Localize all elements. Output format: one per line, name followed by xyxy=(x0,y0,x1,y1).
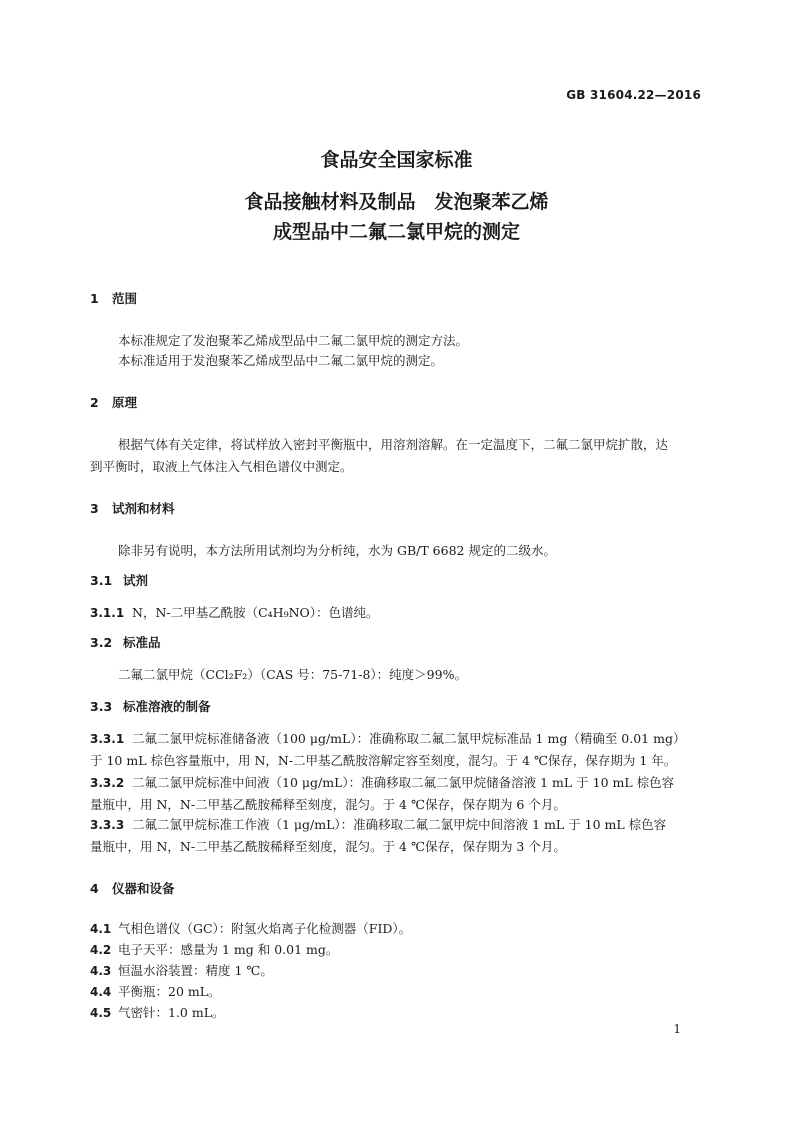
clause-text: 二氟二氯甲烷标准储备液（100 μg/mL）：准确称取二氟二氯甲烷标准品 1 mg（精确至 0.01 mg） xyxy=(132,731,686,746)
section-2-paragraph-line-2: 到平衡时，取液上气体注入气相色谱仪中测定。 xyxy=(90,459,353,474)
section-1-paragraph-1: 本标准规定了发泡聚苯乙烯成型品中二氟二氯甲烷的测定方法。 xyxy=(118,333,469,348)
clause-3-3-2-line-1 xyxy=(90,773,674,791)
clause-3-3-3-line-2: 量瓶中，用 N，N-二甲基乙酰胺稀释至刻度，混匀。于 4 ℃保存，保存期为 3 个月。 xyxy=(90,839,566,854)
clause-3-1-1 xyxy=(90,603,379,621)
clause-number: 3.3.3 xyxy=(90,818,125,832)
clause-number: 3.1.1 xyxy=(90,606,125,620)
clause-number: 4.4 xyxy=(90,985,112,999)
section-title: 范围 xyxy=(112,291,138,306)
standard-code: GB 31604.22—2016 xyxy=(566,88,701,102)
clause-text: 二氟二氯甲烷标准工作液（1 μg/mL）：准确移取二氟二氯甲烷中间溶液 1 mL 于 10 mL 棕色容 xyxy=(132,817,667,832)
clause-3-3-3-line-1 xyxy=(90,815,666,833)
subsection-number: 3.3 xyxy=(90,699,113,714)
subsection-number: 3.1 xyxy=(90,573,113,588)
section-1-paragraph-2: 本标准适用于发泡聚苯乙烯成型品中二氟二氯甲烷的测定。 xyxy=(118,353,444,368)
subsection-title: 标准溶液的制备 xyxy=(123,699,211,714)
document-title xyxy=(0,146,793,246)
clause-4-2 xyxy=(90,940,338,958)
section-title: 原理 xyxy=(112,395,138,410)
section-number: 2 xyxy=(90,395,99,410)
subsection-title: 试剂 xyxy=(123,573,149,588)
clause-3-3-1-line-2: 于 10 mL 棕色容量瓶中，用 N，N-二甲基乙酰胺溶解定容至刻度，混匀。于 4 ℃保存，保存期为 1 年。 xyxy=(90,753,677,768)
clause-number: 4.2 xyxy=(90,943,112,957)
clause-text: N，N-二甲基乙酰胺（C₄H₉NO）：色谱纯。 xyxy=(132,605,379,620)
section-2-heading xyxy=(90,393,137,411)
title-line-2: 食品接触材料及制品 发泡聚苯乙烯 xyxy=(244,191,549,213)
clause-number: 4.3 xyxy=(90,964,112,978)
section-2-paragraph-line-1: 根据气体有关定律，将试样放入密封平衡瓶中，用溶剂溶解。在一定温度下，二氟二氯甲烷扩散，达 xyxy=(118,437,669,452)
clause-number: 4.1 xyxy=(90,922,112,936)
title-line-3: 成型品中二氟二氯甲烷的测定 xyxy=(272,221,520,243)
section-number: 1 xyxy=(90,291,99,306)
section-3-heading xyxy=(90,499,175,517)
subsection-3-3-heading xyxy=(90,697,211,715)
section-3-paragraph: 除非另有说明，本方法所用试剂均为分析纯，水为 GB/T 6682 规定的二级水。 xyxy=(118,543,556,558)
clause-text: 电子天平：感量为 1 mg 和 0.01 mg。 xyxy=(118,942,339,957)
clause-4-1 xyxy=(90,919,411,937)
subsection-title: 标准品 xyxy=(123,635,161,650)
clause-4-5 xyxy=(90,1003,225,1021)
title-line-1: 食品安全国家标准 xyxy=(320,149,473,171)
clause-text: 平衡瓶：20 mL。 xyxy=(118,984,221,999)
clause-4-4 xyxy=(90,982,221,1000)
clause-number: 3.3.1 xyxy=(90,732,125,746)
section-number: 3 xyxy=(90,501,99,516)
clause-number: 3.3.2 xyxy=(90,776,125,790)
section-4-heading xyxy=(90,879,175,897)
clause-number: 4.5 xyxy=(90,1006,112,1020)
clause-3-2-text: 二氟二氯甲烷（CCl₂F₂）（CAS 号：75-71-8）：纯度＞99%。 xyxy=(118,667,467,682)
clause-text: 气相色谱仪（GC）：附氢火焰离子化检测器（FID）。 xyxy=(118,921,412,936)
clause-text: 气密针：1.0 mL。 xyxy=(118,1005,225,1020)
section-title: 试剂和材料 xyxy=(112,501,175,516)
clause-text: 二氟二氯甲烷标准中间液（10 μg/mL）：准确移取二氟二氯甲烷储备溶液 1 mL 于 10 mL 棕色容 xyxy=(132,775,675,790)
section-title: 仪器和设备 xyxy=(112,881,175,896)
subsection-3-1-heading xyxy=(90,571,148,589)
section-1-heading xyxy=(90,289,137,307)
clause-3-3-2-line-2: 量瓶中，用 N，N-二甲基乙酰胺稀释至刻度，混匀。于 4 ℃保存，保存期为 6 个月。 xyxy=(90,797,566,812)
subsection-3-2-heading xyxy=(90,633,161,651)
subsection-number: 3.2 xyxy=(90,635,113,650)
clause-3-3-1-line-1 xyxy=(90,729,685,747)
page-number: 1 xyxy=(673,1022,681,1036)
clause-text: 恒温水浴装置：精度 1 ℃。 xyxy=(118,963,273,978)
clause-4-3 xyxy=(90,961,273,979)
section-number: 4 xyxy=(90,881,99,896)
